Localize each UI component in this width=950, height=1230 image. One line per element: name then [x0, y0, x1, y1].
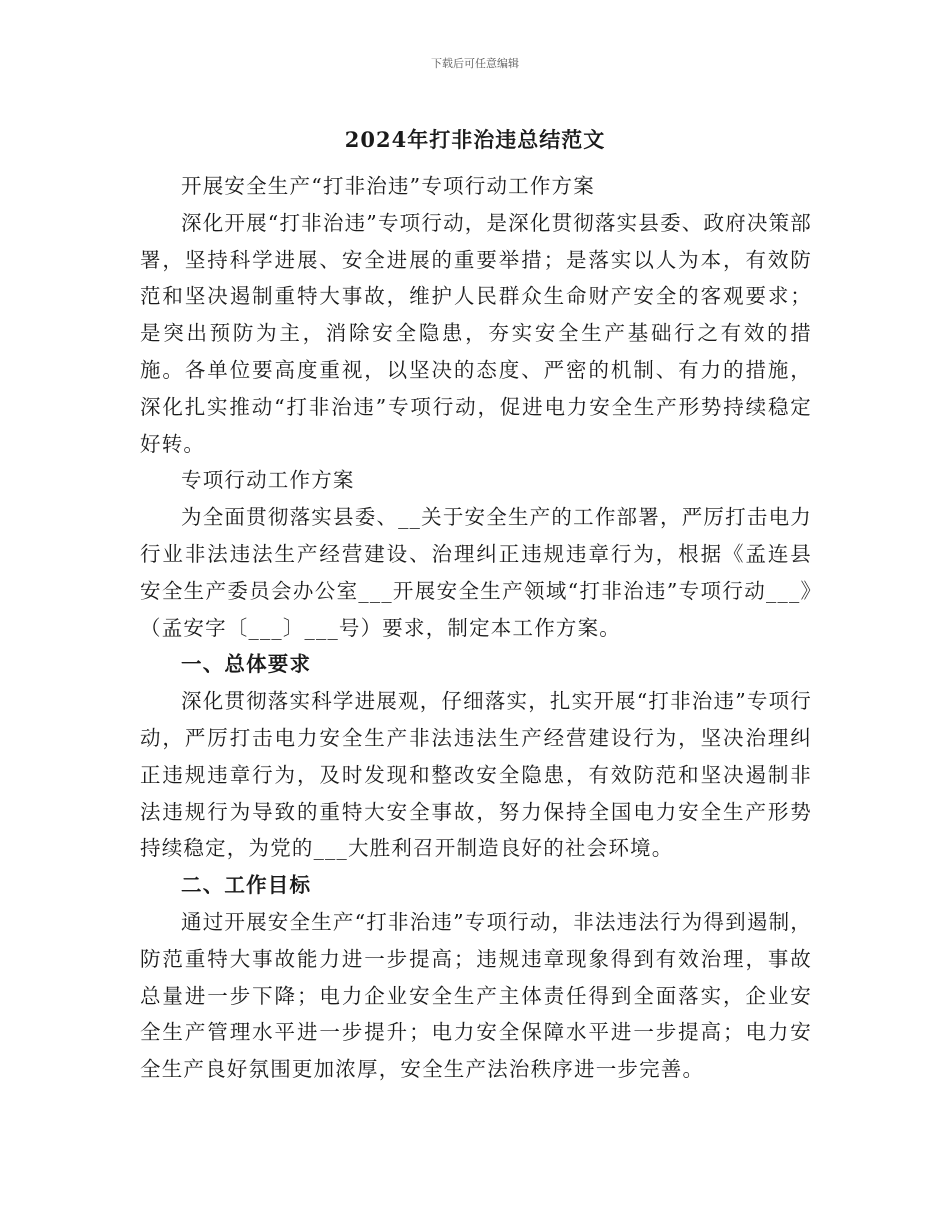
paragraph-work-goals: 通过开展安全生产“打非治违”专项行动，非法违法行为得到遏制，防范重特大事故能力进一步提高；违规违章现象得到有效治理，事故总量进一步下降；电力企业安全生产主体责任得到全面落实，企业安全生产管理水平进一步提升；电力安全保障水平进一步提高；电力安全生产良好氛围更加浓厚，安全生产法治秩序进一步完善。 — [140, 909, 812, 1082]
section-heading-overall-requirements: 一、总体要求 — [181, 652, 312, 677]
header-note: 下载后可任意编辑 — [431, 57, 519, 70]
paragraph-intro: 深化开展“打非治违”专项行动，是深化贯彻落实县委、政府决策部署，坚持科学进展、安全进展的重要举措；是落实以人为本，有效防范和坚决遏制重特大事故，维护人民群众生命财产安全的客观要求；是突出预防为主，消除安全隐患，夯实安全生产基础行之有效的措施。各单位要高度重视，以坚决的态度、严密的机制、有力的措施，深化扎实推动“打非治违”专项行动，促进电力安全生产形势持续稳定好转。 — [140, 210, 812, 456]
paragraph-overall-requirements: 深化贯彻落实科学进展观，仔细落实，扎实开展“打非治违”专项行动，严厉打击电力安全生产非法违法生产经营建设行为，坚决治理纠正违规违章行为，及时发现和整改安全隐患，有效防范和坚决遏制非法违规行为导致的重特大安全事故，努力保持全国电力安全生产形势持续稳定，为党的___大胜利召开制造良好的社会环境。 — [140, 689, 812, 861]
paragraph-plan-subtitle: 专项行动工作方案 — [181, 468, 355, 493]
paragraph-plan-title: 开展安全生产“打非治违”专项行动工作方案 — [181, 174, 595, 198]
document-body — [140, 168, 812, 1088]
paragraph-basis: 为全面贯彻落实县委、__关于安全生产的工作部署，严厉打击电力行业非法违法生产经营建设、治理纠正违规违章行为，根据《孟连县安全生产委员会办公室___开展安全生产领域“打非治违”专项行动___》（孟安字〔___〕___号）要求，制定本工作方案。 — [140, 505, 812, 640]
document-title: 2024年打非治违总结范文 — [344, 127, 606, 152]
section-heading-work-goals: 二、工作目标 — [181, 873, 312, 898]
